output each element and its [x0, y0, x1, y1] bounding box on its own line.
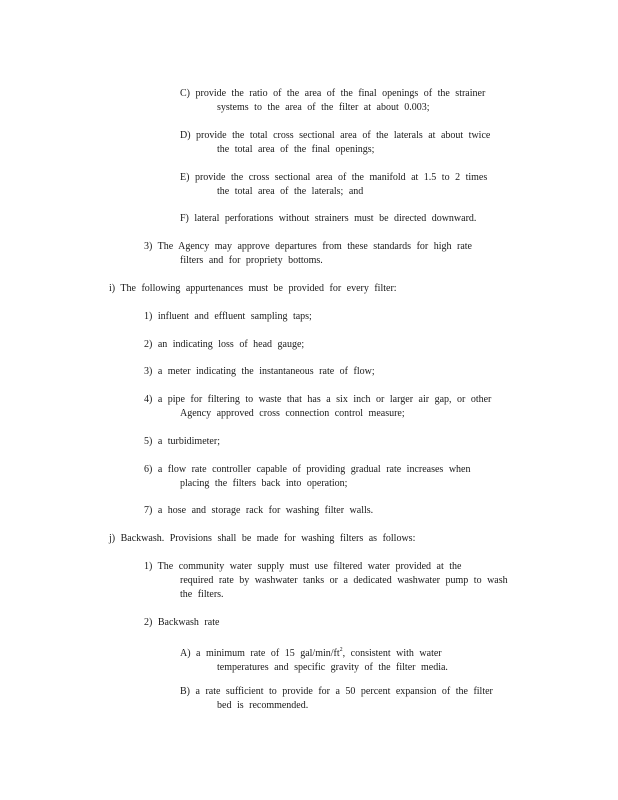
item-e-manifold-area	[180, 171, 487, 199]
item-3-agency-departures	[144, 240, 472, 268]
item-line: F) lateral perforations without strainers must be directed downward.	[180, 213, 477, 224]
item-line: placing the filters back into operation;	[180, 478, 348, 489]
item-line: filters and for propriety bottoms.	[180, 255, 323, 266]
item-i2-head-gauge	[144, 338, 304, 352]
item-line: 3) a meter indicating the instantaneous rate of flow;	[144, 366, 375, 377]
item-j2-backwash-rate	[144, 616, 219, 630]
item-ja-minimum-rate	[180, 643, 448, 675]
section-j-backwash	[109, 532, 415, 546]
item-line: bed is recommended.	[217, 700, 309, 711]
item-i1-sampling-taps	[144, 310, 312, 324]
item-line: temperatures and specific gravity of the filter media.	[217, 662, 448, 673]
item-line: i) The following appurtenances must be provided for every filter:	[109, 283, 397, 294]
superscript: 2	[339, 647, 343, 653]
item-i7-hose-rack	[144, 504, 373, 518]
item-line: 5) a turbidimeter;	[144, 436, 220, 447]
item-c-strainer-ratio	[180, 87, 485, 115]
item-j1-filtered-water	[144, 560, 508, 602]
item-text: A) a minimum rate of 15 gal/min/ft	[180, 648, 340, 659]
item-line: 1) The community water supply must use filtered water provided at the	[144, 561, 462, 572]
item-line: 2) an indicating loss of head gauge;	[144, 339, 305, 350]
item-line: E) provide the cross sectional area of the manifold at 1.5 to 2 times	[180, 172, 488, 183]
item-line: 4) a pipe for filtering to waste that has a six inch or larger air gap, or other	[144, 394, 492, 405]
item-i5-turbidimeter	[144, 435, 220, 449]
item-line: 7) a hose and storage rack for washing filter walls.	[144, 505, 374, 516]
item-line: D) provide the total cross sectional area of the laterals at about twice	[180, 130, 491, 141]
item-line: the total area of the final openings;	[217, 144, 375, 155]
item-jb-expansion-rate	[180, 685, 493, 713]
item-line: the filters.	[180, 589, 224, 600]
item-line: systems to the area of the filter at about 0.003;	[217, 102, 430, 113]
item-text: , consistent with water	[342, 648, 442, 659]
item-i4-filter-to-waste	[144, 393, 491, 421]
item-f-lateral-perforations	[180, 212, 476, 226]
item-line: 6) a flow rate controller capable of providing gradual rate increases when	[144, 464, 471, 475]
item-i3-flow-meter	[144, 365, 375, 379]
item-line: j) Backwash. Provisions shall be made for washing filters as follows:	[109, 533, 416, 544]
item-line: 2) Backwash rate	[144, 617, 220, 628]
item-line: 3) The Agency may approve departures from these standards for high rate	[144, 241, 472, 252]
section-i-appurtenances	[109, 282, 397, 296]
item-line: C) provide the ratio of the area of the final openings of the strainer	[180, 88, 486, 99]
item-line-with-superscript	[180, 643, 448, 661]
item-line: 1) influent and effluent sampling taps;	[144, 311, 312, 322]
item-line: B) a rate sufficient to provide for a 50 percent expansion of the filter	[180, 686, 493, 697]
item-d-laterals-area	[180, 129, 490, 157]
item-line: Agency approved cross connection control measure;	[180, 408, 405, 419]
item-i6-rate-controller	[144, 463, 470, 491]
item-line: required rate by washwater tanks or a dedicated washwater pump to wash	[180, 575, 508, 586]
item-line: the total area of the laterals; and	[217, 186, 364, 197]
